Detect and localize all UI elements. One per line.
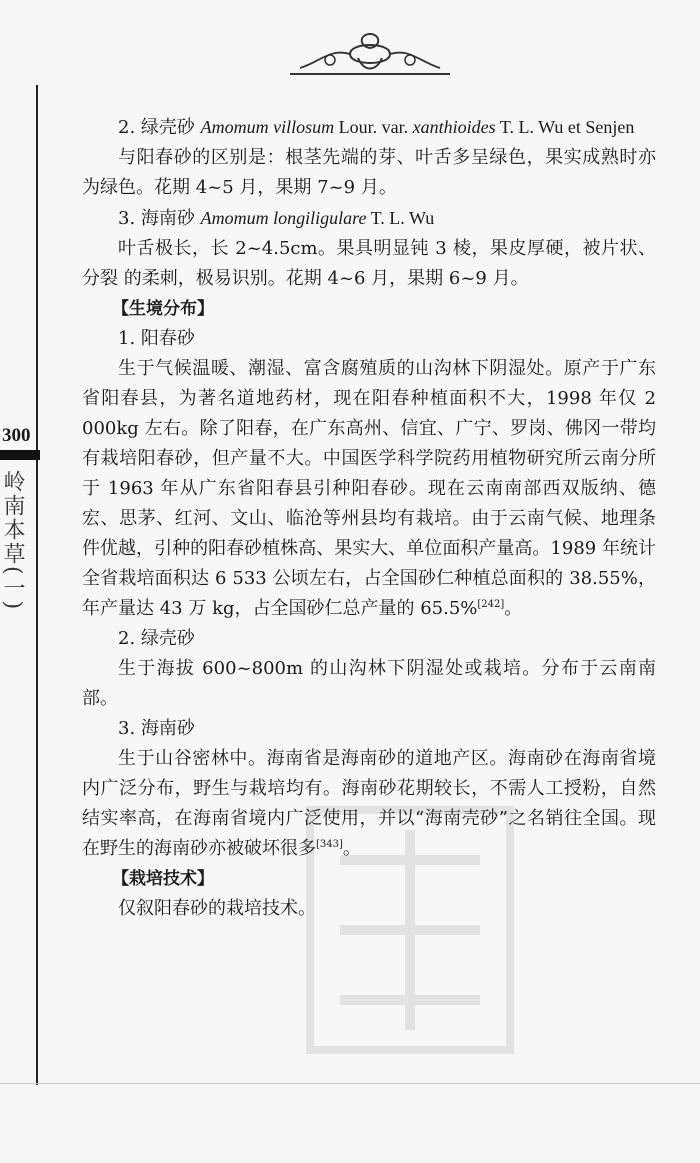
species-label: 3. 海南砂	[118, 208, 195, 229]
latin-name: Amomum longiligulare	[200, 208, 367, 228]
header-ornament	[290, 28, 450, 80]
latin-variety: xanthioides	[412, 117, 496, 137]
paragraph-cultivation: 仅叙阳春砂的栽培技术。	[118, 898, 316, 919]
latin-author: T. L. Wu	[366, 208, 435, 228]
page-body	[82, 112, 656, 924]
paragraph-text: 生于气候温暖、潮湿、富含腐殖质的山沟林下阴湿处。原产于广东省阳春县，为著名道地药材，现在阳春种植面积不大，1998 年仅 2 000kg 左右。除了阳春，在广东高州、信宜、广宁、罗岗、佛冈一带均有栽培阳春砂，但产量不大。中国医学科学院药用植物研究所云南分所于 1963 年从广东省阳春县引种阳春砂。现在云南南部西双版纳、德宏、思茅、红河、文山、临沧等州县均有栽培。由于云南气候、地理条件优越，引种的阳春砂植株高、果实大、单位面积产量高。1989 年统计全省栽培面积达 6 533 公顷左右，占全国砂仁种植总面积的 38.55%，年产量达 43 万 kg，占全国砂仁总产量的 65.5%	[82, 358, 656, 619]
subheading-yangchun: 1. 阳春砂	[118, 328, 195, 349]
punct: 。	[342, 838, 361, 859]
section-heading-cultivation: 【栽培技术】	[112, 869, 214, 889]
subheading-hainan: 3. 海南砂	[118, 718, 195, 739]
species-label: 2. 绿壳砂	[118, 117, 195, 138]
subheading-lvkesha: 2. 绿壳砂	[118, 628, 195, 649]
page-number: 300	[2, 425, 31, 446]
paragraph-hainan	[82, 744, 656, 864]
footer-rule	[0, 1083, 700, 1084]
latin-author: T. L. Wu et Senjen	[495, 117, 635, 137]
running-title: 岭南本草(一)	[0, 470, 25, 612]
section-heading-habitat: 【生境分布】	[112, 299, 214, 319]
paragraph-difference: 与阳春砂的区别是：根茎先端的芽、叶舌多呈绿色，果实成熟时亦为绿色。花期 4~5 月，果期 7~9 月。	[82, 147, 656, 198]
latin-rest: Lour. var.	[334, 117, 413, 137]
punct: 。	[504, 598, 523, 619]
paragraph-ligule: 叶舌极长，长 2~4.5cm。果具明显钝 3 棱，果皮厚硬，被片状、分裂 的柔刺，极易识别。花期 4~6 月，果期 6~9 月。	[82, 238, 656, 289]
page-tab-bar	[0, 450, 40, 460]
latin-name: Amomum villosum	[200, 117, 335, 137]
citation-ref: [343]	[316, 839, 343, 850]
paragraph-lvkesha: 生于海拔 600~800m 的山沟林下阴湿处或栽培。分布于云南南部。	[82, 658, 656, 709]
citation-ref: [242]	[477, 599, 505, 610]
paragraph-text: 生于山谷密林中。海南省是海南砂的道地产区。海南砂在海南省境内广泛分布，野生与栽培均有。海南砂花期较长，不需人工授粉，自然结实率高，在海南省境内广泛使用，并以“海南壳砂”之名销往全国。现在野生的海南砂亦被破坏很多	[82, 748, 656, 859]
paragraph-species-3	[82, 203, 656, 234]
margin-rule	[36, 85, 38, 1085]
paragraph-yangchun	[82, 354, 656, 624]
paragraph-species-2	[82, 112, 656, 143]
